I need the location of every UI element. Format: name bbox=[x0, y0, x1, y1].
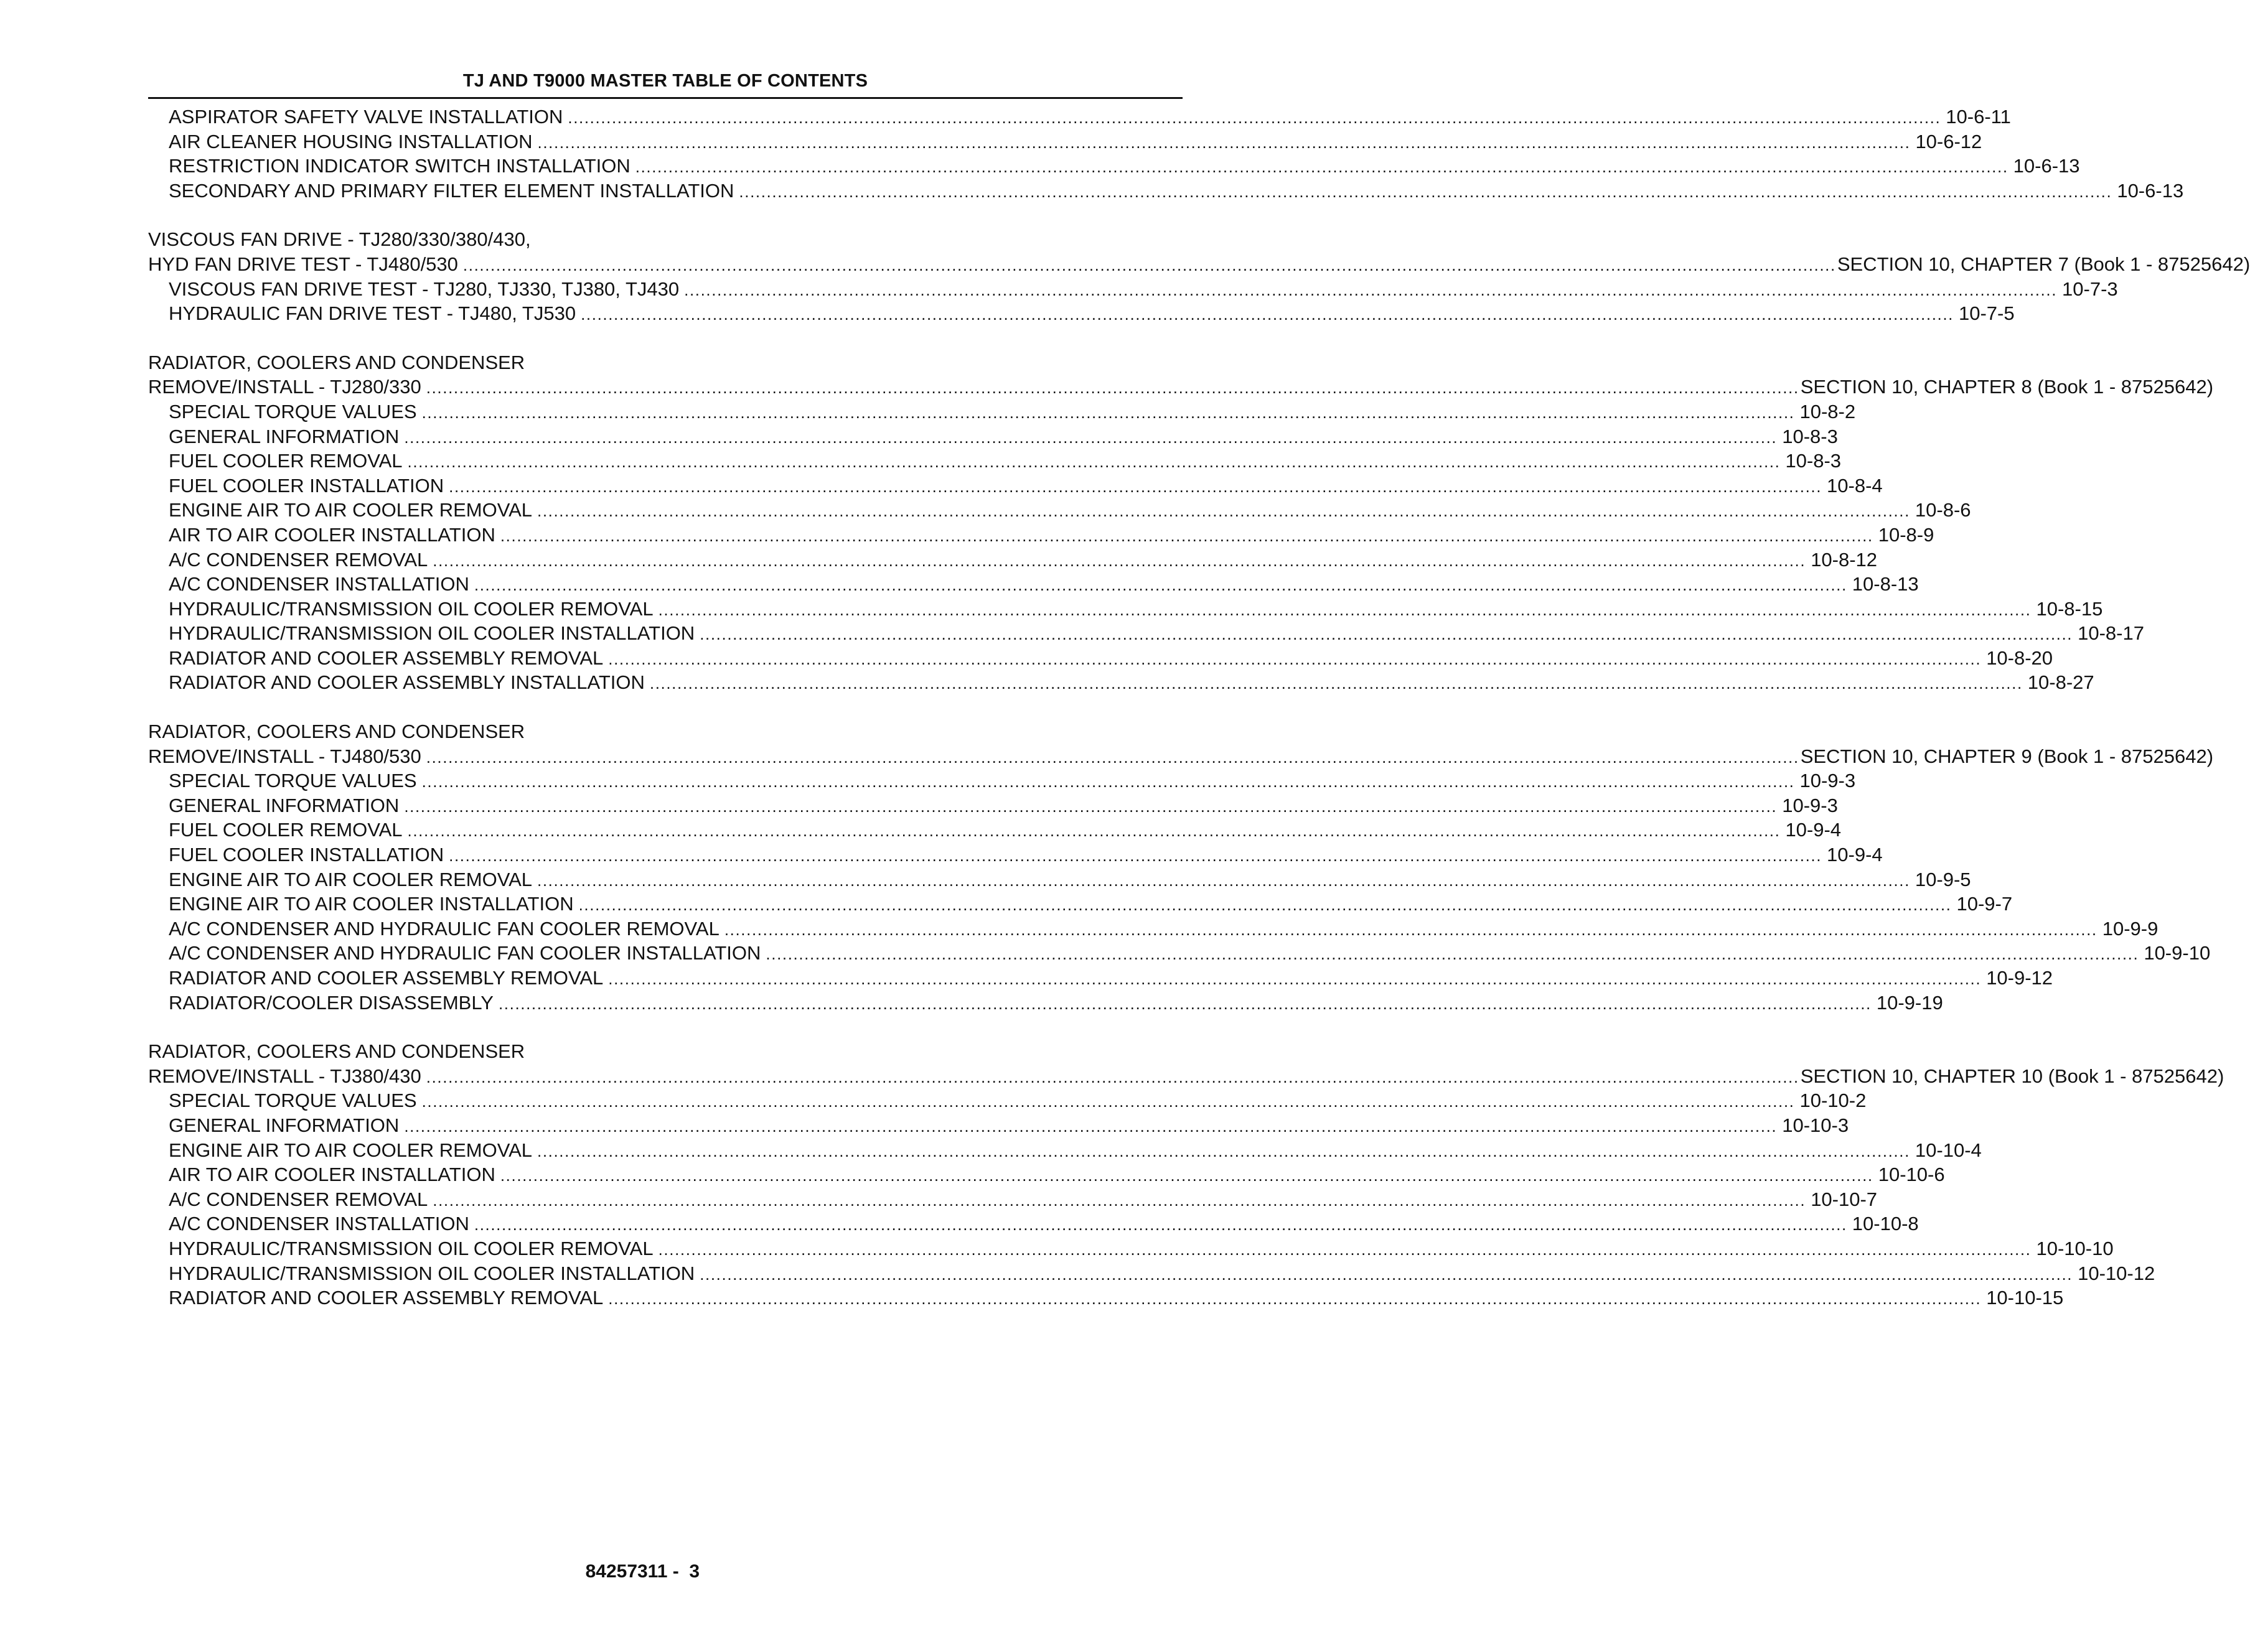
leader-dots: .......................................................................................................................................................................................................................................................... bbox=[474, 1215, 1847, 1234]
toc-entry[interactable] bbox=[148, 1211, 1919, 1236]
leader-dots: .......................................................................................................................................................................................................................................................... bbox=[404, 427, 1778, 447]
toc-entry-page: 10-10-3 bbox=[1782, 1114, 1849, 1136]
toc-entry-page: 10-9-3 bbox=[1799, 770, 1856, 792]
toc-entry-page: 10-10-4 bbox=[1915, 1139, 1982, 1161]
leader-dots: .......................................................................................................................................................................................................................................................... bbox=[500, 1166, 1873, 1185]
toc-entry-label: A/C CONDENSER AND HYDRAULIC FAN COOLER REMOVAL bbox=[169, 917, 720, 940]
toc-entry-page: 10-8-3 bbox=[1782, 425, 1838, 447]
toc-entry[interactable] bbox=[148, 1236, 2114, 1261]
toc-entry-label: HYDRAULIC/TRANSMISSION OIL COOLER REMOVAL bbox=[169, 1237, 654, 1259]
leader-dots: .......................................................................................................................................................................................................................................................... bbox=[421, 403, 1795, 422]
toc-entry-label: A/C CONDENSER INSTALLATION bbox=[169, 573, 469, 595]
toc-entry[interactable] bbox=[148, 842, 1883, 867]
toc-entry-page: 10-8-4 bbox=[1827, 474, 1883, 497]
toc-heading-line: RADIATOR, COOLERS AND CONDENSER bbox=[148, 351, 525, 373]
toc-entry[interactable] bbox=[148, 917, 2159, 941]
leader-dots: .......................................................................................................................................................................................................................................................... bbox=[426, 747, 1799, 767]
toc-entry[interactable] bbox=[148, 572, 1919, 597]
toc-entry[interactable] bbox=[148, 892, 2013, 917]
toc-section-ref: SECTION 10, CHAPTER 8 (Book 1 - 87525642) bbox=[1800, 376, 2214, 398]
toc-entry-label: FUEL COOLER REMOVAL bbox=[169, 450, 403, 472]
toc-entry-label: A/C CONDENSER REMOVAL bbox=[169, 1188, 428, 1210]
leader-dots: .......................................................................................................................................................................................................................................................... bbox=[426, 378, 1799, 398]
toc-entry-label: SPECIAL TORQUE VALUES bbox=[169, 770, 417, 792]
toc-entry-page: 10-8-3 bbox=[1785, 450, 1842, 472]
toc-entry-label: FUEL COOLER INSTALLATION bbox=[169, 474, 444, 497]
toc-entry[interactable] bbox=[148, 154, 2080, 179]
toc-entry-page: 10-10-2 bbox=[1799, 1090, 1867, 1112]
toc-entry-label: AIR TO AIR COOLER INSTALLATION bbox=[169, 1164, 495, 1186]
leader-dots: .......................................................................................................................................................................................................................................................... bbox=[578, 895, 1952, 915]
toc-entry-page: 10-6-12 bbox=[1915, 130, 1982, 152]
toc-entry[interactable] bbox=[148, 621, 2144, 646]
toc-entry-page: 10-9-3 bbox=[1782, 794, 1838, 816]
toc-entry-label: RADIATOR AND COOLER ASSEMBLY REMOVAL bbox=[169, 1287, 604, 1309]
toc-entry-label: A/C CONDENSER REMOVAL bbox=[169, 548, 428, 571]
leader-dots: .......................................................................................................................................................................................................................................................... bbox=[498, 994, 1872, 1013]
toc-section-entry[interactable] bbox=[148, 375, 2214, 399]
toc-entry-page: 10-8-27 bbox=[2027, 671, 2094, 694]
toc-heading-line: HYD FAN DRIVE TEST - TJ480/530 bbox=[148, 253, 458, 275]
leader-dots: .......................................................................................................................................................................................................................................................... bbox=[724, 920, 2098, 939]
toc-entry[interactable] bbox=[148, 1286, 2064, 1310]
toc-entry[interactable] bbox=[148, 277, 2118, 302]
toc-entry-page: 10-8-17 bbox=[2078, 622, 2144, 645]
toc-entry-page: 10-6-13 bbox=[2013, 155, 2080, 177]
toc-heading-line: REMOVE/INSTALL - TJ480/530 bbox=[148, 745, 421, 767]
table-of-contents bbox=[148, 105, 2250, 1335]
toc-section-heading bbox=[148, 719, 1183, 744]
leader-dots: .......................................................................................................................................................................................................................................................... bbox=[635, 157, 2009, 177]
toc-section-ref: SECTION 10, CHAPTER 10 (Book 1 - 87525642) bbox=[1800, 1065, 2224, 1087]
toc-heading-line: RADIATOR, COOLERS AND CONDENSER bbox=[148, 1040, 525, 1063]
toc-entry-page: 10-8-15 bbox=[2036, 597, 2103, 620]
toc-entry[interactable] bbox=[148, 597, 2103, 622]
toc-entry-page: 10-6-13 bbox=[2117, 179, 2184, 202]
toc-entry-label: RADIATOR AND COOLER ASSEMBLY REMOVAL bbox=[169, 967, 604, 989]
toc-entry[interactable] bbox=[148, 966, 2053, 991]
leader-dots: .......................................................................................................................................................................................................................................................... bbox=[581, 305, 1954, 324]
toc-section-ref: SECTION 10, CHAPTER 7 (Book 1 - 87525642) bbox=[1837, 253, 2250, 275]
toc-section-heading bbox=[148, 350, 1183, 375]
leader-dots: .......................................................................................................................................................................................................................................................... bbox=[404, 1116, 1778, 1136]
toc-section-heading bbox=[148, 1039, 1183, 1064]
leader-dots: .......................................................................................................................................................................................................................................................... bbox=[537, 502, 1910, 521]
leader-dots: .......................................................................................................................................................................................................................................................... bbox=[739, 182, 2112, 201]
toc-entry-page: 10-9-4 bbox=[1827, 844, 1883, 866]
toc-entry-page: 10-9-19 bbox=[1876, 991, 1943, 1014]
leader-dots: .......................................................................................................................................................................................................................................................... bbox=[421, 1092, 1795, 1111]
leader-dots: .......................................................................................................................................................................................................................................................... bbox=[500, 526, 1873, 545]
toc-entry-label: ENGINE AIR TO AIR COOLER REMOVAL bbox=[169, 499, 532, 521]
leader-dots: .......................................................................................................................................................................................................................................................... bbox=[568, 108, 1941, 127]
toc-entry[interactable] bbox=[148, 1138, 1982, 1163]
toc-section-heading bbox=[148, 227, 1183, 252]
toc-entry[interactable] bbox=[148, 1113, 1849, 1138]
toc-entry-page: 10-9-7 bbox=[1956, 893, 2013, 915]
toc-entry-page: 10-10-15 bbox=[1986, 1287, 2064, 1309]
toc-entry[interactable] bbox=[148, 1088, 1867, 1113]
leader-dots: .......................................................................................................................................................................................................................................................... bbox=[658, 600, 2032, 619]
toc-entry[interactable] bbox=[148, 474, 1883, 498]
toc-entry-page: 10-9-10 bbox=[2144, 942, 2211, 964]
leader-dots: .......................................................................................................................................................................................................................................................... bbox=[700, 625, 2073, 644]
toc-entry-page: 10-10-8 bbox=[1852, 1213, 1919, 1235]
toc-entry[interactable] bbox=[148, 449, 1842, 474]
toc-entry-label: RADIATOR AND COOLER ASSEMBLY REMOVAL bbox=[169, 646, 604, 669]
toc-entry-label: ENGINE AIR TO AIR COOLER REMOVAL bbox=[169, 868, 532, 890]
toc-entry-page: 10-10-12 bbox=[2078, 1262, 2155, 1284]
toc-entry[interactable] bbox=[148, 793, 1838, 818]
toc-entry[interactable] bbox=[148, 1261, 2155, 1286]
leader-dots: .......................................................................................................................................................................................................................................................... bbox=[407, 452, 1781, 472]
toc-entry-label: AIR TO AIR COOLER INSTALLATION bbox=[169, 523, 495, 546]
toc-entry-label: A/C CONDENSER INSTALLATION bbox=[169, 1213, 469, 1235]
toc-entry-label: SPECIAL TORQUE VALUES bbox=[169, 400, 417, 422]
toc-section-entry[interactable] bbox=[148, 252, 2250, 277]
leader-dots: .......................................................................................................................................................................................................................................................... bbox=[474, 576, 1847, 595]
toc-entry[interactable] bbox=[148, 867, 1971, 892]
toc-entry[interactable] bbox=[148, 399, 1856, 424]
leader-dots: .......................................................................................................................................................................................................................................................... bbox=[649, 674, 2023, 693]
leader-dots: .......................................................................................................................................................................................................................................................... bbox=[700, 1264, 2073, 1284]
toc-entry-label: GENERAL INFORMATION bbox=[169, 794, 400, 816]
toc-entry-label: RADIATOR AND COOLER ASSEMBLY INSTALLATION bbox=[169, 671, 645, 694]
toc-entry[interactable] bbox=[148, 105, 2011, 129]
toc-entry-page: 10-9-5 bbox=[1915, 868, 1971, 890]
leader-dots: .......................................................................................................................................................................................................................................................... bbox=[658, 1239, 2032, 1259]
toc-entry-label: ENGINE AIR TO AIR COOLER INSTALLATION bbox=[169, 893, 574, 915]
leader-dots: .......................................................................................................................................................................................................................................................... bbox=[433, 1190, 1806, 1210]
toc-entry-label: FUEL COOLER INSTALLATION bbox=[169, 844, 444, 866]
toc-entry[interactable] bbox=[148, 646, 2053, 671]
toc-heading-line: VISCOUS FAN DRIVE - TJ280/330/380/430, bbox=[148, 228, 531, 251]
leader-dots: .......................................................................................................................................................................................................................................................... bbox=[537, 133, 1911, 152]
toc-entry-label: SPECIAL TORQUE VALUES bbox=[169, 1090, 417, 1112]
toc-entry-page: 10-8-6 bbox=[1915, 499, 1971, 521]
toc-entry[interactable] bbox=[148, 670, 2094, 695]
toc-entry[interactable] bbox=[148, 941, 2211, 966]
toc-entry[interactable] bbox=[148, 818, 1842, 842]
toc-section-entry[interactable] bbox=[148, 1064, 2224, 1089]
toc-entry-page: 10-10-6 bbox=[1878, 1164, 1945, 1186]
leader-dots: .......................................................................................................................................................................................................................................................... bbox=[449, 477, 1822, 496]
page-footer bbox=[0, 1534, 1275, 1584]
toc-entry-page: 10-9-12 bbox=[1986, 967, 2053, 989]
toc-entry-page: 10-9-4 bbox=[1785, 819, 1842, 841]
toc-group-fan-drive bbox=[148, 227, 2250, 325]
toc-entry-label: SECONDARY AND PRIMARY FILTER ELEMENT INSTALLATION bbox=[169, 179, 734, 202]
page-title: TJ AND T9000 MASTER TABLE OF CONTENTS bbox=[462, 71, 868, 91]
leader-dots: .......................................................................................................................................................................................................................................................... bbox=[608, 1289, 1982, 1309]
leader-dots: .......................................................................................................................................................................................................................................................... bbox=[426, 1067, 1799, 1086]
toc-heading-line: RADIATOR, COOLERS AND CONDENSER bbox=[148, 721, 525, 743]
toc-entry-label: FUEL COOLER REMOVAL bbox=[169, 819, 403, 841]
toc-section-ref: SECTION 10, CHAPTER 9 (Book 1 - 87525642) bbox=[1800, 745, 2214, 767]
toc-entry-label: RESTRICTION INDICATOR SWITCH INSTALLATION bbox=[169, 155, 630, 177]
toc-entry-page: 10-8-20 bbox=[1986, 646, 2053, 669]
toc-group-radiator-tj380-430 bbox=[148, 1039, 2224, 1310]
toc-heading-line: REMOVE/INSTALL - TJ280/330 bbox=[148, 376, 421, 398]
toc-entry-label: GENERAL INFORMATION bbox=[169, 425, 400, 447]
toc-entry[interactable] bbox=[148, 1187, 1878, 1212]
leader-dots: .......................................................................................................................................................................................................................................................... bbox=[449, 846, 1822, 866]
leader-dots: .......................................................................................................................................................................................................................................................... bbox=[537, 870, 1910, 890]
toc-entry-page: 10-10-10 bbox=[2036, 1237, 2114, 1259]
toc-entry[interactable] bbox=[148, 301, 2015, 326]
toc-entry-label: VISCOUS FAN DRIVE TEST - TJ280, TJ330, TJ380, TJ430 bbox=[169, 278, 680, 300]
leader-dots: .......................................................................................................................................................................................................................................................... bbox=[608, 969, 1982, 988]
leader-dots: .......................................................................................................................................................................................................................................................... bbox=[433, 551, 1806, 570]
toc-entry-page: 10-7-3 bbox=[2062, 278, 2118, 300]
toc-entry-label: HYDRAULIC/TRANSMISSION OIL COOLER INSTALLATION bbox=[169, 622, 695, 645]
toc-entry-label: HYDRAULIC FAN DRIVE TEST - TJ480, TJ530 bbox=[169, 302, 576, 325]
toc-entry-page: 10-7-5 bbox=[1959, 302, 2015, 325]
toc-group-radiator-tj280-330 bbox=[148, 350, 2214, 695]
toc-entry-page: 10-8-12 bbox=[1811, 548, 1878, 571]
toc-entry-label: HYDRAULIC/TRANSMISSION OIL COOLER REMOVAL bbox=[169, 597, 654, 620]
toc-entry[interactable] bbox=[148, 548, 1878, 572]
toc-entry-label: GENERAL INFORMATION bbox=[169, 1114, 400, 1136]
toc-entry[interactable] bbox=[148, 523, 1934, 548]
toc-entry-label: HYDRAULIC/TRANSMISSION OIL COOLER INSTALLATION bbox=[169, 1262, 695, 1284]
toc-entry-page: 10-8-9 bbox=[1878, 523, 1934, 546]
toc-entry-label: RADIATOR/COOLER DISASSEMBLY bbox=[169, 991, 494, 1014]
toc-entry-page: 10-6-11 bbox=[1946, 106, 2011, 128]
leader-dots: .......................................................................................................................................................................................................................................................... bbox=[608, 649, 1982, 668]
leader-dots: .......................................................................................................................................................................................................................................................... bbox=[684, 280, 2058, 299]
toc-group-aspirator bbox=[148, 105, 2184, 203]
leader-dots: .......................................................................................................................................................................................................................................................... bbox=[404, 796, 1778, 816]
toc-section-entry[interactable] bbox=[148, 744, 2214, 769]
toc-entry[interactable] bbox=[148, 179, 2184, 203]
toc-heading-line: REMOVE/INSTALL - TJ380/430 bbox=[148, 1065, 421, 1087]
toc-entry-page: 10-8-13 bbox=[1852, 573, 1919, 595]
toc-entry[interactable] bbox=[148, 1162, 1945, 1187]
toc-group-radiator-tj480-530 bbox=[148, 719, 2214, 1015]
leader-dots: .......................................................................................................................................................................................................................................................... bbox=[537, 1141, 1910, 1160]
toc-entry-label: ASPIRATOR SAFETY VALVE INSTALLATION bbox=[169, 106, 563, 128]
page-header bbox=[148, 67, 1183, 99]
page-number: 84257311 - 3 bbox=[585, 1561, 700, 1582]
toc-entry[interactable] bbox=[148, 129, 1982, 154]
toc-entry[interactable] bbox=[148, 498, 1971, 523]
toc-entry-label: AIR CLEANER HOUSING INSTALLATION bbox=[169, 130, 533, 152]
leader-dots: .......................................................................................................................................................................................................................................................... bbox=[407, 821, 1781, 841]
toc-entry-page: 10-8-2 bbox=[1799, 400, 1856, 422]
toc-entry[interactable] bbox=[148, 768, 1856, 793]
leader-dots: .......................................................................................................................................................................................................................................................... bbox=[421, 772, 1795, 791]
toc-entry[interactable] bbox=[148, 991, 1943, 1015]
toc-entry-label: A/C CONDENSER AND HYDRAULIC FAN COOLER INSTALLATION bbox=[169, 942, 761, 964]
toc-entry-page: 10-9-9 bbox=[2102, 917, 2159, 940]
leader-dots: .......................................................................................................................................................................................................................................................... bbox=[462, 255, 1836, 274]
toc-entry-label: ENGINE AIR TO AIR COOLER REMOVAL bbox=[169, 1139, 532, 1161]
toc-entry-page: 10-10-7 bbox=[1811, 1188, 1878, 1210]
toc-entry[interactable] bbox=[148, 424, 1838, 449]
leader-dots: .......................................................................................................................................................................................................................................................... bbox=[766, 945, 2139, 964]
